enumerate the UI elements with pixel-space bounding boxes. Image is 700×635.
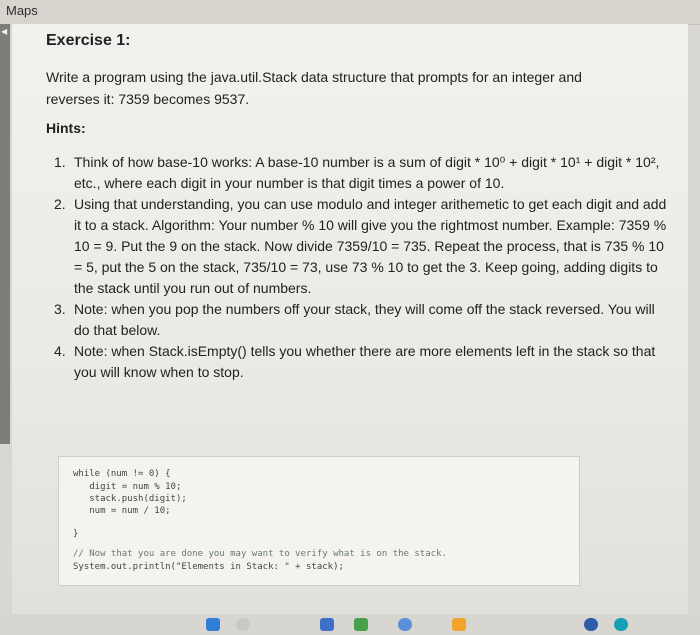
- app-title: Maps: [6, 3, 38, 18]
- hint-text: Note: when you pop the numbers off your stack, they will come off the stack reversed. You will do that below.: [74, 301, 655, 338]
- code-line: num = num / 10;: [73, 506, 171, 516]
- hint-item: [54, 152, 674, 194]
- hint-item: [54, 194, 674, 299]
- exercise-prompt: Write a program using the java.util.Stack data structure that prompts for an integer and reverses it: 7359 becomes 9537.: [46, 69, 582, 107]
- collapse-arrow-icon[interactable]: ◀: [1, 27, 8, 36]
- app-icon[interactable]: [354, 618, 368, 631]
- sidebar-rail[interactable]: [0, 24, 10, 444]
- app-icon[interactable]: [236, 618, 250, 631]
- hint-item: [54, 341, 674, 383]
- app-icon[interactable]: [320, 618, 334, 631]
- hints-list: [54, 152, 674, 383]
- code-line: while (num != 0) {: [73, 469, 171, 479]
- app-icon[interactable]: [398, 618, 412, 631]
- window-titlebar: [0, 0, 700, 25]
- hint-number: 4.: [54, 343, 66, 359]
- code-line: digit = num % 10;: [73, 482, 182, 492]
- hint-text: Think of how base-10 works: A base-10 number is a sum of digit * 10⁰ + digit * 10¹ + digit * 10², etc., where each digit in your number is that digit times a power of 10.: [74, 154, 660, 191]
- app-icon[interactable]: [452, 618, 466, 631]
- taskbar: [0, 614, 700, 635]
- hint-number: 3.: [54, 301, 66, 317]
- app-icon[interactable]: [584, 618, 598, 631]
- code-line: System.out.println("Elements in Stack: " + stack);: [73, 562, 344, 572]
- exercise-title: Exercise 1:: [46, 32, 131, 49]
- hint-item: [54, 299, 674, 341]
- app-icon[interactable]: [614, 618, 628, 631]
- code-comment: // Now that you are done you may want to verify what is on the stack.: [73, 549, 447, 559]
- hint-number: 1.: [54, 154, 66, 170]
- code-snippet: [58, 456, 580, 586]
- code-line: }: [73, 529, 79, 539]
- hint-text: Note: when Stack.isEmpty() tells you whether there are more elements left in the stack so that you will know when to stop.: [74, 343, 656, 380]
- hint-text: Using that understanding, you can use modulo and integer arithemetic to get each digit and add it to a stack. Algorithm: Your number % 10 will give you the rightmost number. Example: 7359 % 10 = 9. Put the 9 on the stack. Now divide 7359/10 = 735. Repeat the process, that is 735 % 10 = 5, put the 5 on the stack, 735/10 = 73, use 73 % 10 to get the 3. Keep going, adding digits to the stack until you run out of numbers.: [74, 196, 667, 296]
- hint-number: 2.: [54, 196, 66, 212]
- hints-title: Hints:: [46, 120, 86, 136]
- document-page: [12, 24, 688, 614]
- app-icon[interactable]: [206, 618, 220, 631]
- code-line: stack.push(digit);: [73, 494, 187, 504]
